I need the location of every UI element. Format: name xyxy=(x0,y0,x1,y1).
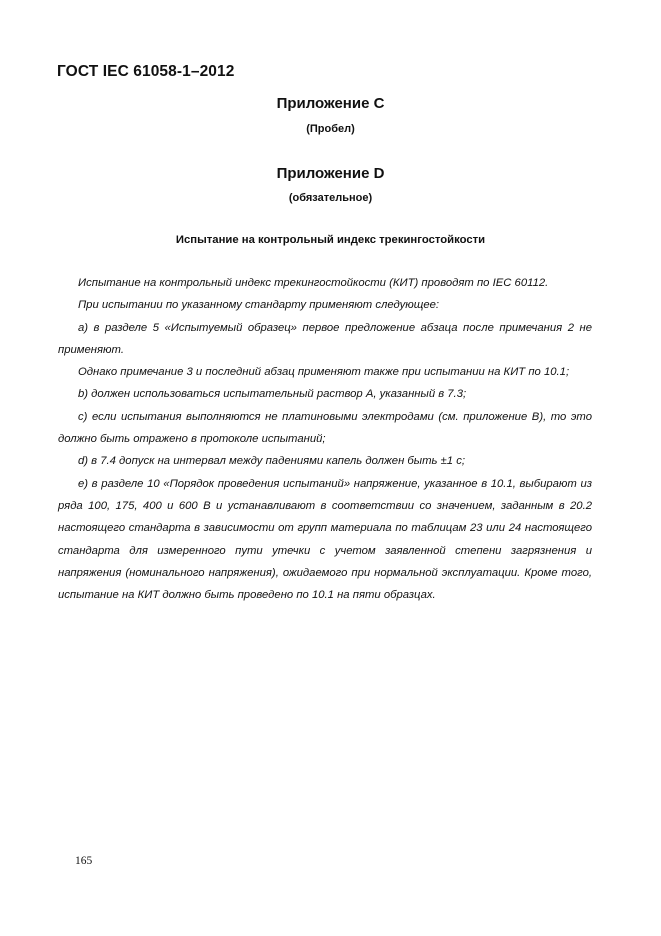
paragraph: d) в 7.4 допуск на интервал между падениями капель должен быть ±1 с; xyxy=(78,455,465,468)
paragraph: е) в разделе 10 «Порядок проведения испытаний» напряжение, указанное в 10.1, выбирают из ряда 100, 175, 400 и 600 В и устанавливают в соответствии со значением, заданным в 20.2 настоящего стандарта в зависимости от групп материала по таблицам 23 или 24 настоящего стандарта для измеренного пути утечки с учетом заявленной степени загрязнения и напряжения (номинального напряжения), ожидаемого при нормальной эксплуатации. Кроме того, испытание на КИТ должно быть проведено по 10.1 на пяти образцах. xyxy=(58,477,592,602)
body-text xyxy=(58,272,592,606)
page-number: 165 xyxy=(75,855,93,867)
appendix-c-subtitle: (Пробел) xyxy=(306,123,355,135)
document-header: ГОСТ IEC 61058-1–2012 xyxy=(57,63,235,80)
paragraph: Испытание на контрольный индекс трекингостойкости (КИТ) проводят по IEC 60112. xyxy=(78,277,549,289)
paragraph: Однако примечание 3 и последний абзац применяют также при испытании на КИТ по 10.1; xyxy=(78,366,570,379)
section-title: Испытание на контрольный индекс трекингостойкости xyxy=(175,234,486,246)
paragraph: b) должен использоваться испытательный раствор А, указанный в 7.3; xyxy=(78,388,467,401)
paragraph: а) в разделе 5 «Испытуемый образец» первое предложение абзаца после примечания 2 не применяют. xyxy=(58,321,592,356)
paragraph: При испытании по указанному стандарту применяют следующее: xyxy=(78,299,440,312)
appendix-d-subtitle: (обязательное) xyxy=(288,192,373,204)
appendix-c-title: Приложение C xyxy=(276,95,385,112)
paragraph: c) если испытания выполняются не платиновыми электродами (см. приложение В), то это должно быть отражено в протоколе испытаний; xyxy=(58,410,592,446)
appendix-d-title: Приложение D xyxy=(276,165,385,182)
